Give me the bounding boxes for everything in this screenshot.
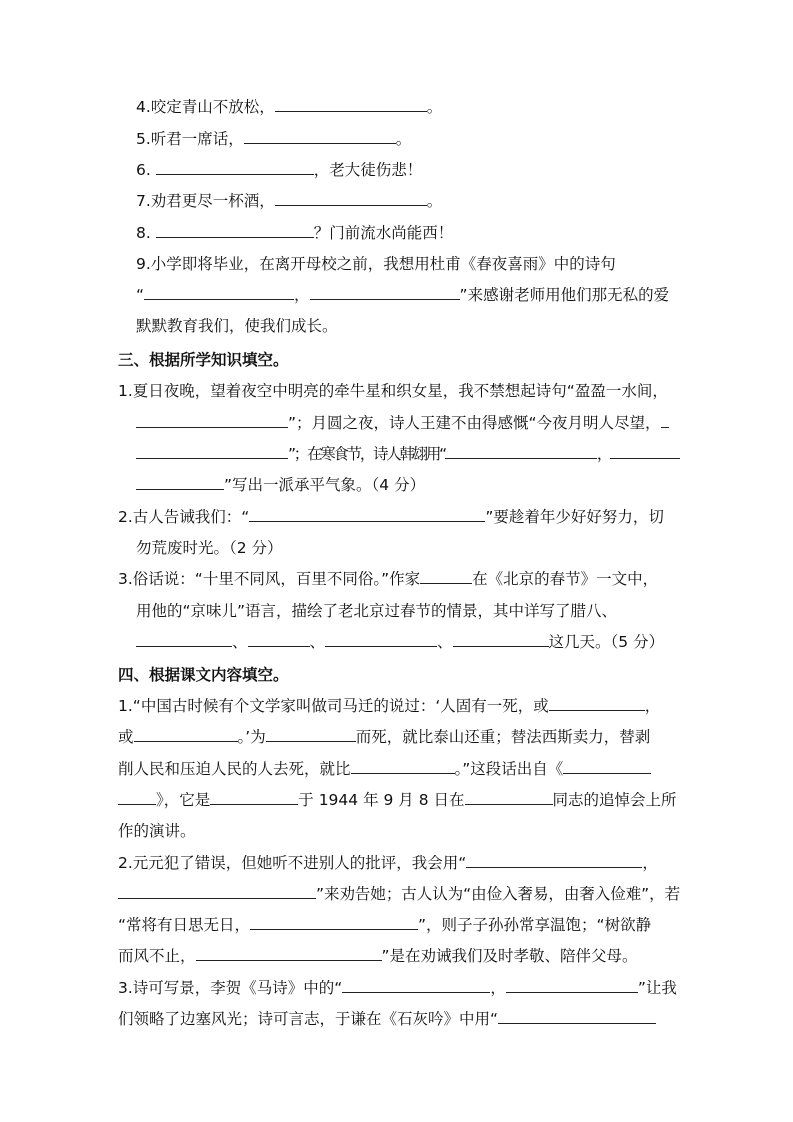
s3-q1-line3 xyxy=(136,443,680,465)
blank-answer[interactable] xyxy=(466,852,642,868)
blank-answer[interactable] xyxy=(275,96,427,112)
line-text: 、 xyxy=(437,633,453,651)
line-text: 8. xyxy=(136,224,156,242)
line-text: ，老大徒伤悲！ xyxy=(313,161,423,179)
line-text: ”，则子子孙孙常享温饱；“树欲静 xyxy=(418,916,652,934)
line-text: 或 xyxy=(118,728,134,746)
line-text: ， xyxy=(490,979,506,997)
line-text: 。 xyxy=(426,98,443,116)
s3-q2-line1 xyxy=(118,506,664,528)
s4-q1-line1 xyxy=(118,695,660,717)
line-text: 在《北京的春节》一文中， xyxy=(472,570,659,588)
line-text: 而风不止， xyxy=(118,947,196,965)
line-text: 3.俗话说：“十里不同风，百里不同俗。”作家 xyxy=(118,570,421,588)
line-text: “ xyxy=(136,286,145,304)
blank-answer[interactable] xyxy=(465,789,553,805)
line-text: ， xyxy=(596,445,611,463)
s3-q3-line3 xyxy=(136,631,664,653)
s3-q1-line1 xyxy=(118,380,668,402)
line-text: ， xyxy=(642,854,658,872)
s3-q1-line2 xyxy=(136,412,669,434)
s3-q2-line2 xyxy=(136,537,283,559)
line-text: 9.小学即将毕业，在离开母校之前，我想用杜甫《春夜喜雨》中的诗句 xyxy=(136,255,616,273)
line-text: 用他的“京味儿”语言，描绘了老北京过春节的情景，其中详写了腊八、 xyxy=(136,602,618,620)
line-text: ”来感谢老师用他们那无私的爱 xyxy=(459,286,670,304)
line-text: ， xyxy=(294,286,310,304)
blank-answer[interactable] xyxy=(118,789,156,805)
question-line-8 xyxy=(136,222,453,244)
blank-answer[interactable] xyxy=(136,412,288,428)
line-text: 5.听君一席话， xyxy=(136,130,244,148)
line-text: 4.咬定青山不放松， xyxy=(136,98,275,116)
blank-answer[interactable] xyxy=(549,695,645,711)
line-text: ”；月圆之夜，诗人王建不由得感慨“今夜月明人尽望， xyxy=(288,414,661,432)
s3-q1-line4 xyxy=(136,474,425,496)
line-text: 默默教育我们，使我们成长。 xyxy=(136,317,338,335)
line-text: 们领略了边塞风光；诗可言志，于谦在《石灰吟》中用“ xyxy=(118,1010,499,1028)
s3-q3-line2 xyxy=(136,600,617,622)
blank-answer[interactable] xyxy=(445,443,597,459)
line-text: 而死，就比泰山还重；替法西斯卖力，替剥 xyxy=(355,728,651,746)
question-line-4 xyxy=(136,96,442,118)
question-line-6 xyxy=(136,159,422,181)
line-text: 于 1944 年 9 月 8 日在 xyxy=(298,791,465,809)
line-text: 同志的追悼会上所 xyxy=(552,791,677,809)
blank-answer[interactable] xyxy=(244,128,396,144)
line-text: 。 xyxy=(426,192,443,210)
blank-answer[interactable] xyxy=(266,726,356,742)
blank-answer[interactable] xyxy=(118,883,316,899)
line-text: 。’为 xyxy=(237,728,266,746)
line-text: ， xyxy=(644,697,661,715)
s3-q3-line1 xyxy=(118,568,658,590)
line-text: 作的演讲。 xyxy=(118,822,196,840)
line-text: ”写出一派承平气象。（4 分） xyxy=(224,476,426,494)
question-line-7 xyxy=(136,190,442,212)
line-text: 、 xyxy=(309,633,326,651)
line-text: 2.古人告诫我们：“ xyxy=(118,508,250,526)
question-line-9-end xyxy=(136,315,338,337)
line-text: “常将有日思无日， xyxy=(118,916,251,934)
blank-answer[interactable] xyxy=(325,631,437,647)
blank-answer[interactable] xyxy=(310,284,460,300)
section-4-heading: 四、根据课文内容填空。 xyxy=(118,666,289,684)
blank-answer[interactable] xyxy=(351,758,455,774)
blank-answer[interactable] xyxy=(610,443,680,459)
line-text: ”是在劝诫我们及时孝敬、陪伴父母。 xyxy=(381,947,638,965)
blank-answer[interactable] xyxy=(136,443,288,459)
line-text: 。 xyxy=(395,130,412,148)
line-text: 》，它是 xyxy=(156,791,211,809)
blank-answer[interactable] xyxy=(134,726,238,742)
line-text: 1.“中国古时候有个文学家叫做司马迁的说过：‘人固有一死，或 xyxy=(118,697,549,715)
blank-answer[interactable] xyxy=(210,789,298,805)
line-text: 这几天。（5 分） xyxy=(548,633,665,651)
s4-q2-line2 xyxy=(118,883,680,905)
line-text: 7.劝君更尽一杯酒， xyxy=(136,192,275,210)
line-text: 2.元元犯了错误，但她听不进别人的批评，我会用“ xyxy=(118,854,467,872)
s4-q2-line3 xyxy=(118,914,651,936)
s4-q1-line4 xyxy=(118,789,677,811)
blank-answer[interactable] xyxy=(420,568,472,584)
line-text: 6. xyxy=(136,161,156,179)
question-line-9 xyxy=(136,253,616,275)
blank-answer[interactable] xyxy=(249,506,485,522)
blank-answer[interactable] xyxy=(248,631,310,647)
blank-answer[interactable] xyxy=(342,977,490,993)
line-text: ”要趁着年少好好努力，切 xyxy=(485,508,664,526)
blank-answer[interactable] xyxy=(275,190,427,206)
blank-answer[interactable] xyxy=(498,1008,656,1024)
s4-q2-line4 xyxy=(118,945,638,967)
line-text: 。”这段话出自《 xyxy=(454,760,564,778)
line-text: ”让我 xyxy=(637,979,677,997)
line-text: 削人民和压迫人民的人去死，就比 xyxy=(118,760,351,778)
blank-answer[interactable] xyxy=(136,474,224,490)
s4-q2-line1 xyxy=(118,852,658,874)
blank-answer[interactable] xyxy=(453,631,549,647)
s4-q3-line2 xyxy=(118,1008,656,1030)
blank-answer[interactable] xyxy=(506,977,638,993)
line-text: 3.诗可写景，李贺《马诗》中的“ xyxy=(118,979,343,997)
blank-answer[interactable] xyxy=(196,945,382,961)
blank-answer[interactable] xyxy=(563,758,651,774)
blank-answer[interactable] xyxy=(156,222,314,238)
blank-answer[interactable] xyxy=(144,284,294,300)
s4-q3-line1 xyxy=(118,977,677,999)
s4-q1-line3 xyxy=(118,758,651,780)
line-text: ”；在寒食节，诗人韩翃用“ xyxy=(288,445,445,463)
line-text: ”来劝告她；古人认为“由俭入奢易，由奢入俭难”，若 xyxy=(316,885,681,903)
question-line-9-cont xyxy=(136,284,669,306)
line-text: 、 xyxy=(232,633,248,651)
line-text: ？门前流水尚能西！ xyxy=(313,224,454,242)
blank-answer[interactable] xyxy=(661,412,669,428)
s4-q1-line5 xyxy=(118,820,196,842)
s4-q1-line2 xyxy=(118,726,650,748)
line-text: 1.夏日夜晚，望着夜空中明亮的牵牛星和织女星，我不禁想起诗句“盈盈一水间， xyxy=(118,382,668,400)
question-line-5 xyxy=(136,128,411,150)
blank-answer[interactable] xyxy=(156,159,314,175)
section-3-heading: 三、根据所学知识填空。 xyxy=(118,351,289,369)
blank-answer[interactable] xyxy=(136,631,232,647)
line-text: 勿荒废时光。（2 分） xyxy=(136,539,283,557)
blank-answer[interactable] xyxy=(250,914,418,930)
